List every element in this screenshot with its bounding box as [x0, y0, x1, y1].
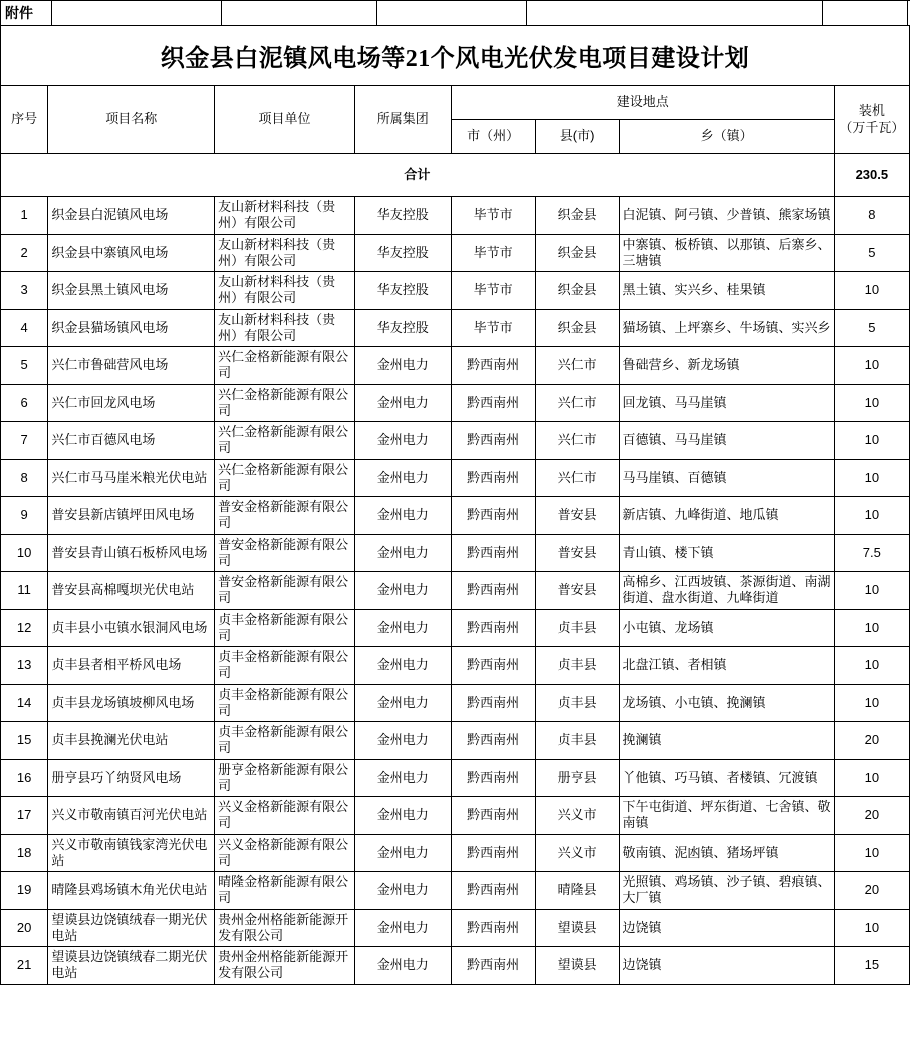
- cell-project-name: 织金县猫场镇风电场: [48, 309, 215, 347]
- cell-city: 毕节市: [451, 309, 535, 347]
- cell-project-name: 兴仁市回龙风电场: [48, 384, 215, 422]
- cell-capacity: 10: [834, 422, 909, 460]
- cell-group: 金州电力: [354, 722, 451, 760]
- cell-city: 黔西南州: [451, 609, 535, 647]
- cell-seq: 9: [1, 497, 48, 535]
- table-row: [1, 759, 910, 797]
- table-row: [1, 384, 910, 422]
- cell-project-unit: 友山新材料科技（贵州）有限公司: [215, 272, 355, 310]
- total-capacity: 230.5: [834, 154, 909, 197]
- cell-city: 黔西南州: [451, 497, 535, 535]
- cell-capacity: 10: [834, 909, 909, 947]
- cell-capacity: 10: [834, 647, 909, 685]
- cell-project-unit: 贵州金州格能新能源开发有限公司: [215, 909, 355, 947]
- cell-group: 金州电力: [354, 347, 451, 385]
- header-city: 市（州）: [451, 120, 535, 154]
- attachment-label: 附件: [0, 1, 52, 25]
- cell-town: 龙场镇、小屯镇、挽澜镇: [619, 684, 834, 722]
- cell-town: 敬南镇、泥凼镇、猪场坪镇: [619, 834, 834, 872]
- cell-town: 黑土镇、实兴乡、桂果镇: [619, 272, 834, 310]
- table-row: [1, 309, 910, 347]
- table-row: [1, 909, 910, 947]
- table-row: [1, 572, 910, 610]
- cell-town: 丫他镇、巧马镇、者楼镇、冗渡镇: [619, 759, 834, 797]
- cell-group: 金州电力: [354, 759, 451, 797]
- cell-project-unit: 贞丰金格新能源有限公司: [215, 609, 355, 647]
- table-row: [1, 497, 910, 535]
- cell-project-name: 兴仁市鲁础营风电场: [48, 347, 215, 385]
- cell-town: 白泥镇、阿弓镇、少普镇、熊家场镇: [619, 197, 834, 235]
- cell-group: 金州电力: [354, 872, 451, 910]
- header-town: 乡（镇）: [619, 120, 834, 154]
- cell-project-unit: 普安金格新能源有限公司: [215, 497, 355, 535]
- cell-county: 兴仁市: [535, 384, 619, 422]
- cell-project-unit: 友山新材料科技（贵州）有限公司: [215, 234, 355, 272]
- cell-town: 回龙镇、马马崖镇: [619, 384, 834, 422]
- cell-town: 边饶镇: [619, 909, 834, 947]
- cell-town: 中寨镇、板桥镇、以那镇、后寨乡、三塘镇: [619, 234, 834, 272]
- cell-group: 金州电力: [354, 909, 451, 947]
- cell-seq: 7: [1, 422, 48, 460]
- cell-seq: 13: [1, 647, 48, 685]
- cell-city: 黔西南州: [451, 947, 535, 985]
- cell-group: 金州电力: [354, 572, 451, 610]
- cell-town: 光照镇、鸡场镇、沙子镇、碧痕镇、大厂镇: [619, 872, 834, 910]
- total-label: 合计: [1, 154, 835, 197]
- cell-seq: 17: [1, 797, 48, 835]
- cell-town: 猫场镇、上坪寨乡、牛场镇、实兴乡: [619, 309, 834, 347]
- cell-county: 织金县: [535, 309, 619, 347]
- cell-project-unit: 友山新材料科技（贵州）有限公司: [215, 197, 355, 235]
- cell-city: 毕节市: [451, 197, 535, 235]
- cell-seq: 10: [1, 534, 48, 572]
- cell-town: 马马崖镇、百德镇: [619, 459, 834, 497]
- header-group: 所属集团: [354, 86, 451, 154]
- cell-county: 织金县: [535, 197, 619, 235]
- cell-group: 金州电力: [354, 834, 451, 872]
- cell-city: 黔西南州: [451, 909, 535, 947]
- cell-seq: 4: [1, 309, 48, 347]
- cell-project-name: 织金县黑土镇风电场: [48, 272, 215, 310]
- cell-project-name: 册亨县巧丫纳贤风电场: [48, 759, 215, 797]
- cell-project-name: 普安县新店镇坪田风电场: [48, 497, 215, 535]
- attachment-row: [0, 0, 910, 26]
- cell-town: 下午屯街道、坪东街道、七舍镇、敬南镇: [619, 797, 834, 835]
- cell-project-unit: 贵州金州格能新能源开发有限公司: [215, 947, 355, 985]
- cell-project-name: 兴义市敬南镇百河光伏电站: [48, 797, 215, 835]
- header-capacity-line1: 装机: [858, 103, 885, 119]
- table-row: [1, 347, 910, 385]
- table-row: [1, 947, 910, 985]
- cell-county: 册亨县: [535, 759, 619, 797]
- cell-town: 百德镇、马马崖镇: [619, 422, 834, 460]
- cell-city: 黔西南州: [451, 347, 535, 385]
- cell-project-unit: 普安金格新能源有限公司: [215, 534, 355, 572]
- cell-city: 黔西南州: [451, 797, 535, 835]
- cell-city: 毕节市: [451, 272, 535, 310]
- cell-capacity: 15: [834, 947, 909, 985]
- cell-project-unit: 册亨金格新能源有限公司: [215, 759, 355, 797]
- cell-city: 黔西南州: [451, 722, 535, 760]
- table-row: [1, 647, 910, 685]
- cell-project-name: 普安县高棉嘎坝光伏电站: [48, 572, 215, 610]
- cell-project-name: 贞丰县挽澜光伏电站: [48, 722, 215, 760]
- cell-group: 金州电力: [354, 684, 451, 722]
- cell-city: 黔西南州: [451, 422, 535, 460]
- cell-seq: 8: [1, 459, 48, 497]
- cell-project-unit: 普安金格新能源有限公司: [215, 572, 355, 610]
- cell-capacity: 20: [834, 797, 909, 835]
- cell-city: 黔西南州: [451, 384, 535, 422]
- cell-seq: 20: [1, 909, 48, 947]
- header-project-name: 项目名称: [48, 86, 215, 154]
- page-title: 织金县白泥镇风电场等21个风电光伏发电项目建设计划: [160, 46, 750, 72]
- cell-city: 黔西南州: [451, 534, 535, 572]
- cell-city: 黔西南州: [451, 759, 535, 797]
- header-county: 县(市): [535, 120, 619, 154]
- attachment-blank-cell-2: [222, 1, 377, 25]
- cell-capacity: 10: [834, 272, 909, 310]
- cell-county: 织金县: [535, 234, 619, 272]
- cell-group: 金州电力: [354, 647, 451, 685]
- cell-seq: 11: [1, 572, 48, 610]
- cell-town: 小屯镇、龙场镇: [619, 609, 834, 647]
- table-row: [1, 609, 910, 647]
- cell-group: 金州电力: [354, 534, 451, 572]
- cell-project-unit: 兴义金格新能源有限公司: [215, 797, 355, 835]
- cell-group: 金州电力: [354, 497, 451, 535]
- cell-city: 黔西南州: [451, 572, 535, 610]
- cell-town: 挽澜镇: [619, 722, 834, 760]
- cell-seq: 3: [1, 272, 48, 310]
- cell-city: 黔西南州: [451, 872, 535, 910]
- attachment-blank-cell-5: [823, 1, 908, 25]
- cell-capacity: 7.5: [834, 534, 909, 572]
- cell-project-unit: 贞丰金格新能源有限公司: [215, 684, 355, 722]
- cell-project-unit: 兴仁金格新能源有限公司: [215, 422, 355, 460]
- cell-capacity: 10: [834, 384, 909, 422]
- cell-project-unit: 兴仁金格新能源有限公司: [215, 347, 355, 385]
- cell-group: 金州电力: [354, 384, 451, 422]
- cell-seq: 14: [1, 684, 48, 722]
- cell-city: 黔西南州: [451, 647, 535, 685]
- cell-county: 织金县: [535, 272, 619, 310]
- cell-seq: 5: [1, 347, 48, 385]
- cell-project-unit: 兴仁金格新能源有限公司: [215, 384, 355, 422]
- cell-project-name: 兴仁市百德风电场: [48, 422, 215, 460]
- cell-town: 青山镇、楼下镇: [619, 534, 834, 572]
- cell-county: 兴义市: [535, 797, 619, 835]
- table-row: [1, 872, 910, 910]
- cell-seq: 12: [1, 609, 48, 647]
- cell-group: 华友控股: [354, 197, 451, 235]
- cell-capacity: 20: [834, 722, 909, 760]
- cell-project-name: 兴义市敬南镇钱家湾光伏电站: [48, 834, 215, 872]
- cell-county: 望谟县: [535, 947, 619, 985]
- table-row: [1, 234, 910, 272]
- cell-project-name: 望谟县边饶镇绒春一期光伏电站: [48, 909, 215, 947]
- table-header: [1, 86, 910, 154]
- cell-city: 黔西南州: [451, 684, 535, 722]
- cell-capacity: 10: [834, 459, 909, 497]
- cell-group: 金州电力: [354, 947, 451, 985]
- cell-town: 鲁础营乡、新龙场镇: [619, 347, 834, 385]
- cell-seq: 1: [1, 197, 48, 235]
- table-body: [1, 154, 910, 985]
- cell-town: 边饶镇: [619, 947, 834, 985]
- cell-town: 新店镇、九峰街道、地瓜镇: [619, 497, 834, 535]
- cell-capacity: 5: [834, 309, 909, 347]
- cell-project-name: 兴仁市马马崖米粮光伏电站: [48, 459, 215, 497]
- cell-county: 普安县: [535, 534, 619, 572]
- cell-county: 普安县: [535, 572, 619, 610]
- cell-capacity: 10: [834, 497, 909, 535]
- title-container: [0, 26, 910, 85]
- header-capacity-line2: （万千瓦）: [839, 119, 905, 135]
- table-row: [1, 684, 910, 722]
- cell-town: 高棉乡、江西坡镇、茶源街道、南湖街道、盘水街道、九峰街道: [619, 572, 834, 610]
- table-row: [1, 534, 910, 572]
- cell-capacity: 10: [834, 684, 909, 722]
- cell-seq: 6: [1, 384, 48, 422]
- cell-seq: 16: [1, 759, 48, 797]
- cell-group: 金州电力: [354, 609, 451, 647]
- cell-county: 贞丰县: [535, 609, 619, 647]
- table-row: [1, 459, 910, 497]
- attachment-blank-cell-3: [377, 1, 527, 25]
- cell-county: 望谟县: [535, 909, 619, 947]
- table-row: [1, 197, 910, 235]
- cell-project-unit: 贞丰金格新能源有限公司: [215, 647, 355, 685]
- cell-project-unit: 贞丰金格新能源有限公司: [215, 722, 355, 760]
- cell-group: 华友控股: [354, 272, 451, 310]
- table-row: [1, 797, 910, 835]
- project-plan-table: [0, 85, 910, 985]
- cell-capacity: 20: [834, 872, 909, 910]
- cell-project-name: 普安县青山镇石板桥风电场: [48, 534, 215, 572]
- cell-capacity: 5: [834, 234, 909, 272]
- cell-group: 金州电力: [354, 459, 451, 497]
- cell-capacity: 8: [834, 197, 909, 235]
- cell-capacity: 10: [834, 759, 909, 797]
- cell-seq: 2: [1, 234, 48, 272]
- cell-seq: 19: [1, 872, 48, 910]
- cell-capacity: 10: [834, 572, 909, 610]
- cell-seq: 21: [1, 947, 48, 985]
- table-row: [1, 422, 910, 460]
- cell-seq: 18: [1, 834, 48, 872]
- cell-project-unit: 兴义金格新能源有限公司: [215, 834, 355, 872]
- cell-project-name: 望谟县边饶镇绒春二期光伏电站: [48, 947, 215, 985]
- cell-group: 金州电力: [354, 797, 451, 835]
- cell-county: 贞丰县: [535, 684, 619, 722]
- cell-project-unit: 兴仁金格新能源有限公司: [215, 459, 355, 497]
- cell-county: 兴仁市: [535, 459, 619, 497]
- cell-county: 晴隆县: [535, 872, 619, 910]
- total-row: [1, 154, 910, 197]
- header-project-unit: 项目单位: [215, 86, 355, 154]
- cell-project-unit: 友山新材料科技（贵州）有限公司: [215, 309, 355, 347]
- cell-project-name: 贞丰县小屯镇水银洞风电场: [48, 609, 215, 647]
- cell-capacity: 10: [834, 609, 909, 647]
- cell-city: 毕节市: [451, 234, 535, 272]
- cell-capacity: 10: [834, 347, 909, 385]
- cell-project-name: 织金县白泥镇风电场: [48, 197, 215, 235]
- table-row: [1, 834, 910, 872]
- cell-county: 贞丰县: [535, 722, 619, 760]
- cell-county: 普安县: [535, 497, 619, 535]
- attachment-blank-cell-4: [527, 1, 823, 25]
- header-seq: 序号: [1, 86, 48, 154]
- cell-group: 华友控股: [354, 309, 451, 347]
- header-location: 建设地点: [451, 86, 834, 120]
- cell-project-name: 贞丰县者相平桥风电场: [48, 647, 215, 685]
- cell-group: 金州电力: [354, 422, 451, 460]
- cell-project-name: 晴隆县鸡场镇木角光伏电站: [48, 872, 215, 910]
- attachment-blank-cell-1: [52, 1, 222, 25]
- cell-county: 贞丰县: [535, 647, 619, 685]
- table-row: [1, 722, 910, 760]
- cell-project-name: 织金县中寨镇风电场: [48, 234, 215, 272]
- cell-county: 兴义市: [535, 834, 619, 872]
- cell-city: 黔西南州: [451, 834, 535, 872]
- cell-town: 北盘江镇、者相镇: [619, 647, 834, 685]
- cell-county: 兴仁市: [535, 347, 619, 385]
- header-capacity: [834, 86, 909, 154]
- cell-group: 华友控股: [354, 234, 451, 272]
- cell-seq: 15: [1, 722, 48, 760]
- cell-city: 黔西南州: [451, 459, 535, 497]
- cell-project-unit: 晴隆金格新能源有限公司: [215, 872, 355, 910]
- cell-capacity: 10: [834, 834, 909, 872]
- cell-project-name: 贞丰县龙场镇坡柳风电场: [48, 684, 215, 722]
- cell-county: 兴仁市: [535, 422, 619, 460]
- table-row: [1, 272, 910, 310]
